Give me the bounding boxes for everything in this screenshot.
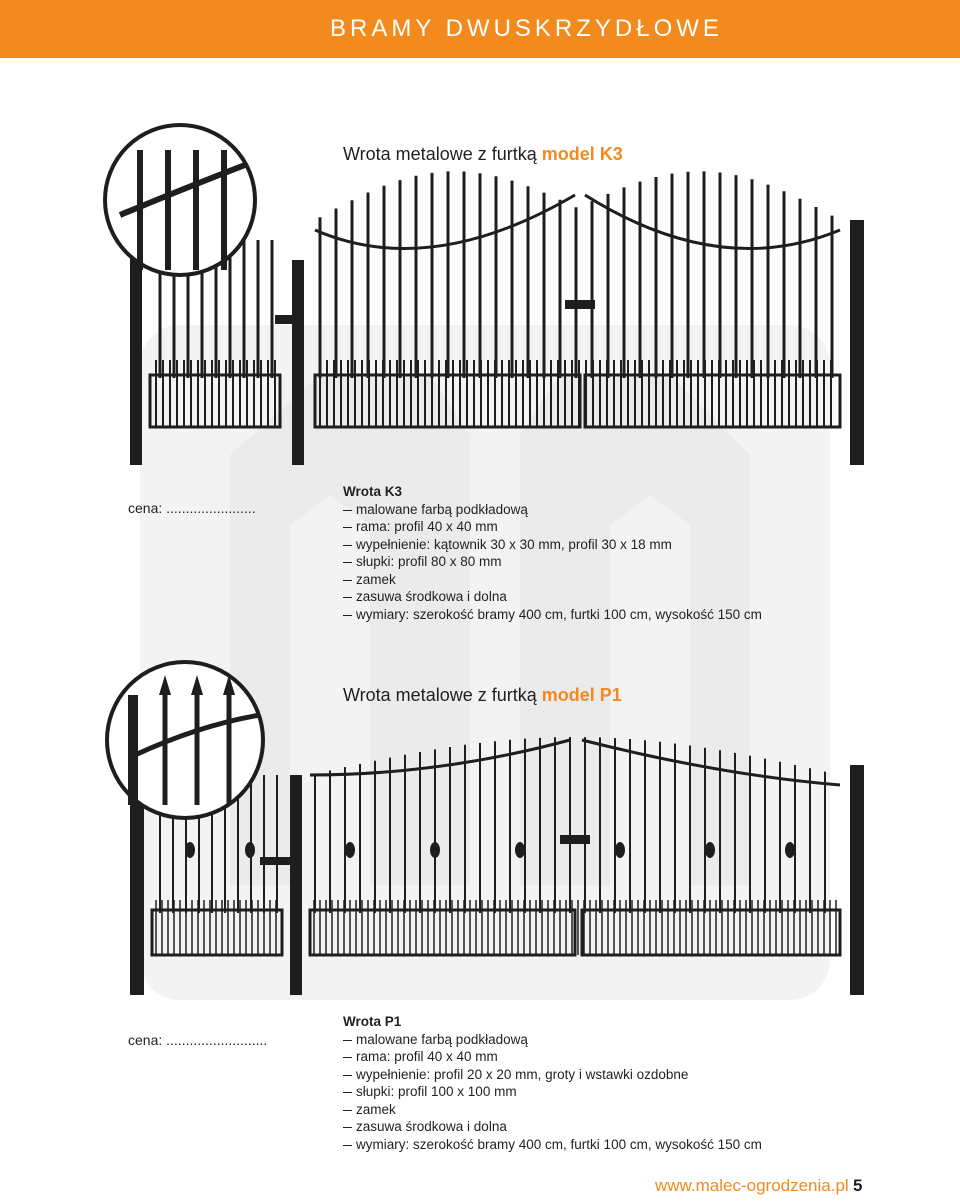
latch (565, 300, 595, 309)
gate-k3-illustration (100, 120, 880, 470)
spec-item: malowane farbą podkładową (343, 1031, 762, 1049)
spec-list (343, 501, 762, 624)
price-label-p1: cena: .......................... (128, 1032, 268, 1048)
post (850, 765, 864, 995)
post (130, 250, 142, 465)
spec-item: zamek (343, 571, 762, 589)
header-bar (0, 0, 960, 58)
ornament (705, 842, 715, 858)
spec-item: wymiary: szerokość bramy 400 cm, furtki 100 cm, wysokość 150 cm (343, 606, 762, 624)
ornament (430, 842, 440, 858)
spec-item: wymiary: szerokość bramy 400 cm, furtki 100 cm, wysokość 150 cm (343, 1136, 762, 1154)
detail-circle (105, 125, 255, 275)
top-arc (582, 740, 840, 785)
footer-website-link[interactable]: www.malec-ogrodzenia.pl (655, 1176, 849, 1195)
spec-list (343, 1031, 762, 1154)
price-label-k3: cena: ....................... (128, 500, 256, 516)
latch (560, 835, 590, 844)
ornament (345, 842, 355, 858)
ornament (515, 842, 525, 858)
spec-item: wypełnienie: profil 20 x 20 mm, groty i wstawki ozdobne (343, 1066, 762, 1084)
spec-item: słupki: profil 100 x 100 mm (343, 1083, 762, 1101)
ornament (785, 842, 795, 858)
ornament (185, 842, 195, 858)
post (290, 775, 302, 995)
spec-item: zasuwa środkowa i dolna (343, 588, 762, 606)
ornament (245, 842, 255, 858)
top-arc (315, 195, 575, 249)
model-name: model K3 (541, 144, 623, 164)
wicket-frame (152, 910, 282, 955)
page-number: 5 (853, 1176, 863, 1195)
page-title: BRAMY DWUSKRZYDŁOWE (330, 15, 723, 42)
detail-post (128, 695, 138, 805)
post (292, 260, 304, 465)
spec-item: rama: profil 40 x 40 mm (343, 1048, 762, 1066)
post (850, 220, 864, 465)
spec-item: wypełnienie: kątownik 30 x 30 mm, profil 30 x 18 mm (343, 536, 762, 554)
spec-item: zamek (343, 1101, 762, 1119)
spec-item: słupki: profil 80 x 80 mm (343, 553, 762, 571)
top-arc (310, 740, 570, 775)
spec-title: Wrota K3 (343, 484, 403, 499)
specs-p1 (343, 1013, 762, 1153)
lock (275, 315, 293, 324)
section-title-k3: Wrota metalowe z furtką model K3 (343, 144, 623, 164)
spec-title: Wrota P1 (343, 1014, 402, 1029)
section-title-p1: Wrota metalowe z furtką model P1 (343, 685, 622, 705)
model-name: model P1 (541, 685, 622, 705)
spec-item: malowane farbą podkładową (343, 501, 762, 519)
spec-item: zasuwa środkowa i dolna (343, 1118, 762, 1136)
gate-p1-illustration (100, 655, 880, 1000)
specs-k3 (343, 483, 762, 623)
ornament (615, 842, 625, 858)
spec-item: rama: profil 40 x 40 mm (343, 518, 762, 536)
lock (260, 857, 290, 865)
